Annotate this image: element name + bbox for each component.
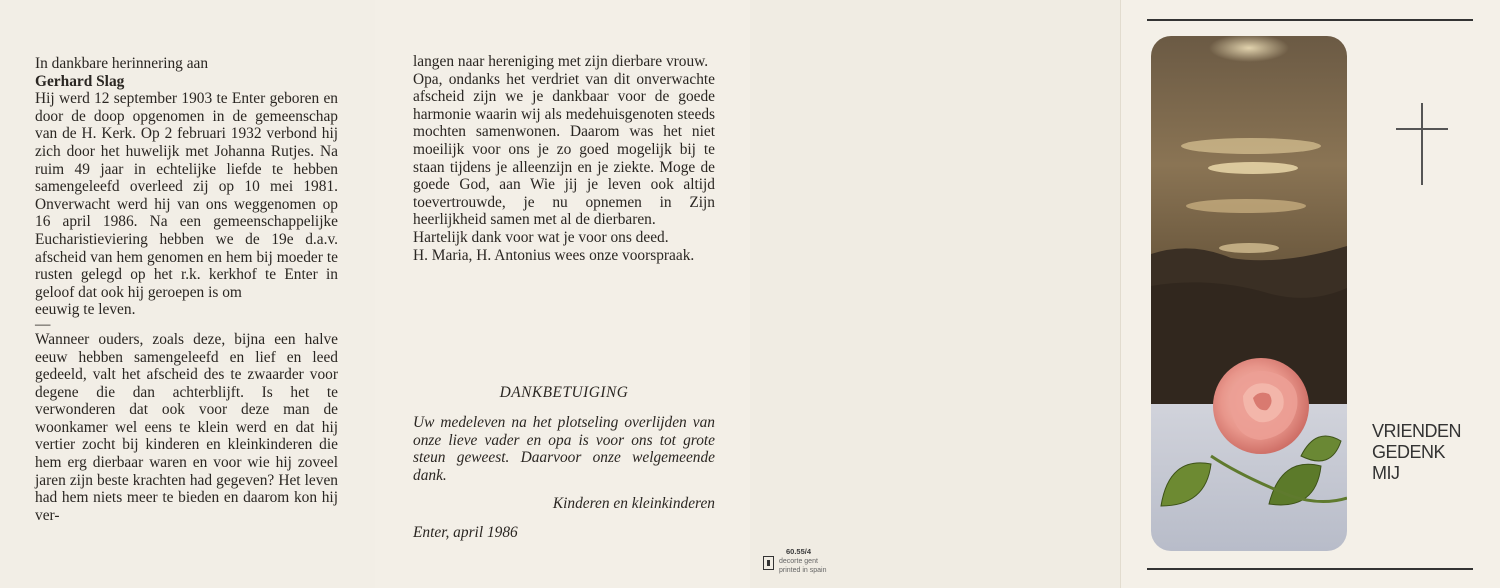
- continuation-paragraph: langen naar hereniging met zijn dierbare vrouw.: [413, 53, 709, 70]
- deceased-name: Gerhard Slag: [35, 72, 125, 90]
- rose-icon: [1213, 358, 1309, 454]
- separator-dash: —: [35, 315, 51, 333]
- motto-line-3: MIJ: [1372, 463, 1400, 483]
- sunset-rose-picture: [1151, 36, 1347, 551]
- memorial-text-middle: [413, 53, 715, 264]
- printer-origin: printed in spain: [779, 567, 827, 574]
- printer-logo-icon: [763, 556, 774, 570]
- cross-icon-bar: [1396, 128, 1448, 130]
- memorial-heading: In dankbare herinnering aan: [35, 55, 209, 72]
- prayer-line: H. Maria, H. Antonius wees onze voorspraak.: [413, 246, 695, 264]
- biography-paragraph: Hij werd 12 september 1903 te Enter geboren en door de doop opgenomen in de gemeenschap van de H. Kerk. Op 2 februari 1932 verbond hij zich door het huwelijk met Johanna Rutjes. Na ruim 49 jaar in echtelijke liefde te hebben samengeleefd overleed zij op 10 mei 1981. Onverwacht werd hij van ons weggenomen op 16 april 1986. Na een gemeenschappelijke Eucharistieviering hebben we de 19e d.a.v. afscheid van hem genomen en hem bij moeder te rusten gelegd op het r.k. kerkhof te Enter in geloof dat ook hij geroepen is om: [35, 90, 338, 301]
- acknowledgement-place-date: Enter, april 1986: [413, 524, 518, 541]
- sunset-rose-illustration: [1151, 36, 1347, 551]
- motto-line-2: GEDENK: [1372, 442, 1446, 462]
- farewell-paragraph: Opa, ondanks het verdriet van dit onverwachte afscheid zijn we je dankbaar voor de goede harmonie waarin wij als medehuisgenoten steeds mochten samenwonen. Daarom was het niet moeilijk voor ons je zo goed mogelijk bij te staan tijdens je alleenzijn en je ziekte. Moge de goede God, aan Wie jij je leven ook altijd toevertrouwde, je nu opnemen in Zijn heerlijkheid samen met al de dierbaren.: [413, 70, 715, 229]
- cross-icon: [1421, 103, 1423, 185]
- cover-motto: [1372, 421, 1461, 484]
- back-panel: [750, 0, 1120, 588]
- acknowledgement-title: DANKBETUIGING: [499, 384, 629, 401]
- printer-code: 60.55/4: [786, 547, 812, 556]
- memorial-text-left: [35, 55, 338, 524]
- cover-top-rule: [1147, 19, 1473, 21]
- acknowledgement-body: Uw medeleven na het plotseling overlijden van onze lieve vader en opa is voor ons tot grote steun geweest. Daarvoor onze welgemeende dank.: [413, 414, 715, 484]
- acknowledgement-signature: Kinderen en kleinkinderen: [552, 495, 715, 512]
- reflection-paragraph: Wanneer ouders, zoals deze, bijna een halve eeuw hebben samengeleefd en lief en leed gedeeld, valt het afscheid des te zwaarder voor degene die dan achterblijft. Is het te verwonderen dat ook voor deze man de woonkamer wel eens te klein werd en dat hij vertier zocht bij kinderen en kleinkinderen die hem erg dierbaar waren en voor wie hij zoveel jaren zijn beste krachten had gegeven? Het leven had hem niets meer te bieden en daarom kon hij ver-: [35, 330, 338, 524]
- biography-closing-line: eeuwig te leven.: [35, 301, 136, 319]
- thanks-line: Hartelijk dank voor wat je voor ons deed.: [413, 228, 669, 246]
- cover-bottom-rule: [1147, 568, 1473, 570]
- motto-line-1: VRIENDEN: [1372, 421, 1462, 441]
- printer-name: decorte gent: [779, 558, 818, 565]
